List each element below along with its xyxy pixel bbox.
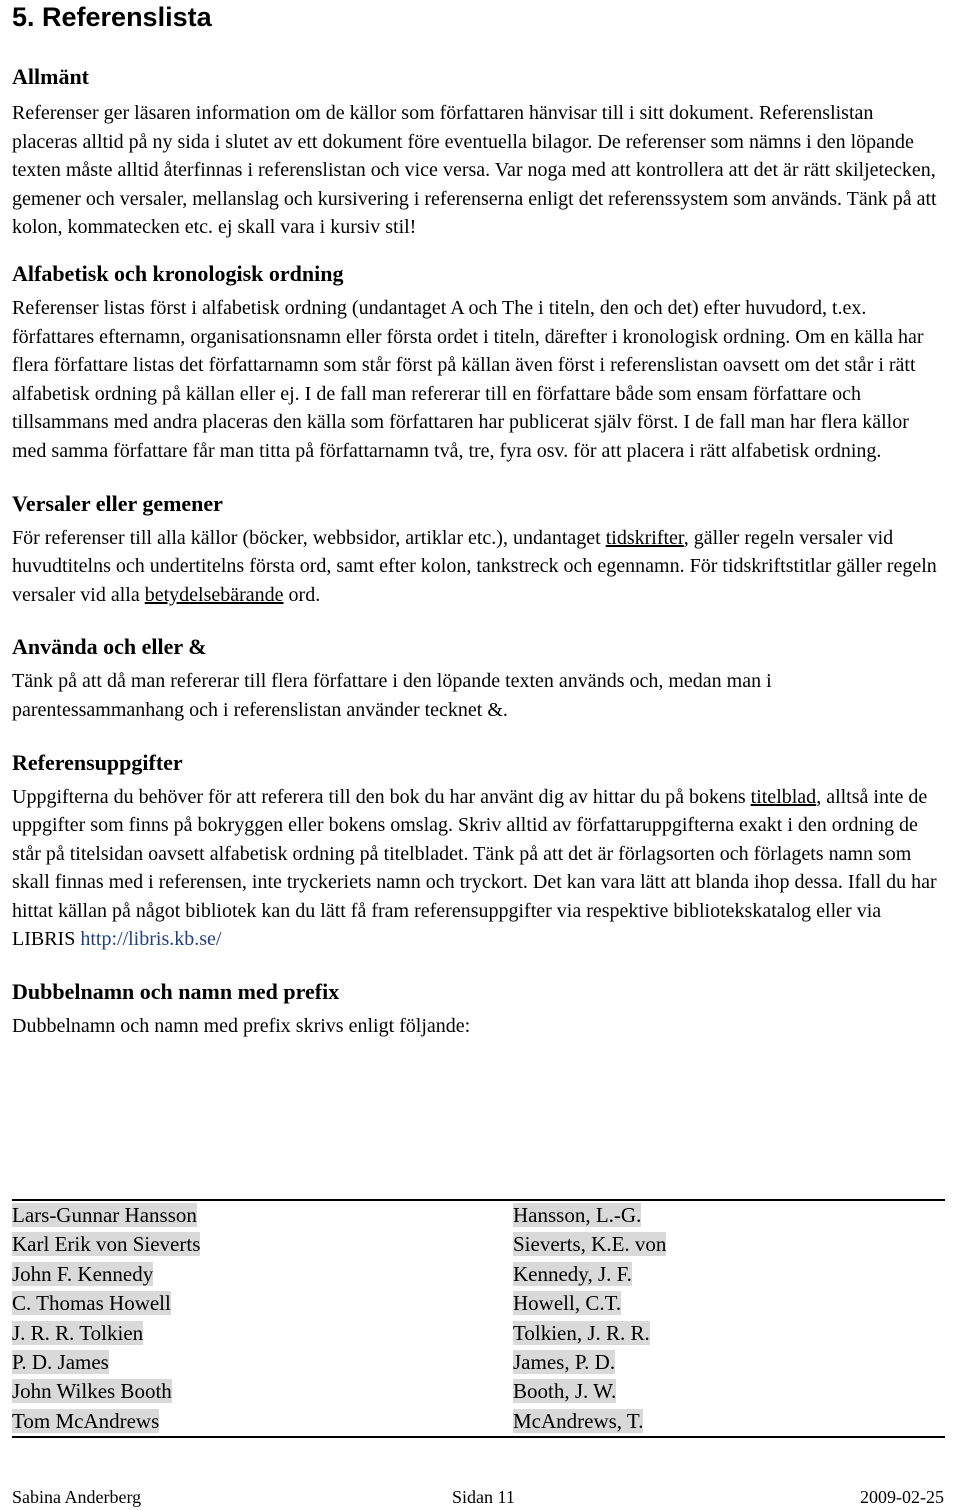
section-paragraph: Dubbelnamn och namn med prefix skrivs enligt följande: [12,1015,471,1038]
table-row [12,1319,945,1348]
footer-page-number: Sidan 11 [452,1487,515,1507]
name-cell [12,1289,513,1318]
footer-date: 2009-02-25 [860,1487,944,1507]
full-name: John F. Kennedy [12,1261,154,1286]
full-name: John Wilkes Booth [12,1379,172,1404]
section-heading: Alfabetisk och kronologisk ordning [12,260,344,286]
name-cell [12,1230,513,1259]
name-cell [12,1260,513,1289]
reference-form: Booth, J. W. [513,1379,617,1404]
section-heading: Allmänt [12,64,89,89]
section-heading: Referensuppgifter [12,749,183,775]
reference-cell [513,1200,945,1230]
reference-cell [513,1289,945,1318]
section-anvanda [12,633,942,724]
name-cell [12,1348,513,1377]
reference-cell [513,1230,945,1259]
section-paragraph [12,524,942,610]
full-name: Tom McAndrews [12,1408,160,1433]
full-name: Karl Erik von Sieverts [12,1232,201,1257]
section-paragraph: Tänk på att då man refererar till flera författare i den löpande texten används och, medan man i parentessammanhang och i referenslistan använder tecknet &. [12,670,772,721]
paragraph-text: ord. [283,583,321,606]
reference-form: James, P. D. [513,1350,616,1375]
name-cell [12,1200,513,1230]
full-name: J. R. R. Tolkien [12,1320,144,1345]
reference-cell [513,1407,945,1437]
table-row [12,1348,945,1377]
reference-cell [513,1260,945,1289]
paragraph-text: , gäller regeln versaler vid huvudtitelns och undertitelns första ord, samt efter kolon, tankstreck och egennamn. För tidskriftstitlar gäller regeln versaler vid alla [12,526,937,606]
link-tidskrifter[interactable]: tidskrifter [605,526,684,549]
paragraph-text: , alltså inte de uppgifter som finns på bokryggen eller bokens omslag. Skriv alltid av författaruppgifterna exakt i den ordning de står på titelsidan oavsett alfabetisk ordning på titelbladet. Tänk på att det är förlagsorten och förlagets namn som skall finnas med i referensen, inte tryckeriets namn och tryckort. Det kan vara lätt att blanda ihop dessa. Ifall du har hittat källan på något bibliotek kan du lätt få fram referensuppgifter via respektive bibliotekskatalog eller via LIBRIS [12,785,937,951]
libris-link[interactable]: http://libris.kb.se/ [80,928,222,951]
reference-cell [513,1319,945,1348]
full-name: Lars-Gunnar Hansson [12,1203,197,1227]
section-referensuppgifter [12,749,942,955]
table-row [12,1407,945,1437]
page-footer [12,1484,944,1510]
footer-author: Sabina Anderberg [12,1487,142,1507]
section-alfabetisk [12,260,942,466]
section-heading: Använda och eller & [12,634,207,660]
section-paragraph [12,783,942,955]
reference-cell [513,1348,945,1377]
full-name: P. D. James [12,1350,109,1375]
reference-form: Kennedy, J. F. [513,1261,632,1286]
section-heading: Versaler eller gemener [12,490,223,516]
table-row [12,1200,945,1230]
name-table-body [12,1200,945,1437]
reference-form: McAndrews, T. [513,1408,644,1433]
link-betydelsebarande[interactable]: betydelsebärande [144,583,284,606]
table-row [12,1289,945,1318]
document-page [12,0,942,1433]
page-title: 5. Referenslista [12,2,212,32]
section-dubbelnamn [12,978,942,1041]
table-row [12,1377,945,1406]
paragraph-text: Uppgifterna du behöver för att referera till den bok du har använt dig av hittar du på bokens [12,785,751,808]
section-paragraph: Referenser ger läsaren information om de källor som författaren hänvisar till i sitt dokument. Referenslistan placeras alltid på ny sida i slutet av ett dokument före eventuella bilagor. De referenser som nämns i den löpande texten måste alltid återfinnas i referenslistan och vice versa. Var noga med att kontrollera att det är rätt skiljetecken, gemener och versaler, mellanslag och kursivering i referenserna enligt det referenssystem som används. Tänk på att kolon, kommatecken etc. ej skall vara i kursiv stil! [12,102,937,239]
paragraph-text: För referenser till alla källor (böcker, webbsidor, artiklar etc.), undantaget [12,526,606,549]
reference-form: Howell, C.T. [513,1291,622,1316]
reference-form: Hansson, L.-G. [513,1203,642,1227]
name-cell [12,1377,513,1406]
reference-form: Tolkien, J. R. R. [513,1320,650,1345]
name-cell [12,1407,513,1437]
full-name: C. Thomas Howell [12,1291,171,1316]
link-titelblad[interactable]: titelblad [750,785,817,808]
table-row [12,1230,945,1259]
name-table [12,1199,945,1438]
section-heading: Dubbelnamn och namn med prefix [12,979,340,1005]
reference-form: Sieverts, K.E. von [513,1232,667,1257]
section-allmant [12,63,942,242]
table-row [12,1260,945,1289]
section-paragraph: Referenser listas först i alfabetisk ordning (undantaget A och The i titeln, den och det) efter huvudord, t.ex. författares efternamn, organisationsnamn eller första ordet i titeln, därefter i kronologisk ordning. Om en källa har flera författare listas det författarnamn som står först på källan även först i referenslistan oavsett om det står i rätt alfabetisk ordning på källan eller ej. I de fall man refererar till en författare både som ensam författare och tillsammans med andra placeras den källa som författaren har publicerat själv först. I de fall man har flera källor med samma författare får man titta på författarnamn två, tre, fyra osv. för att placera i rätt alfabetisk ordning. [12,296,924,462]
section-versaler [12,490,942,610]
name-cell [12,1319,513,1348]
reference-cell [513,1377,945,1406]
